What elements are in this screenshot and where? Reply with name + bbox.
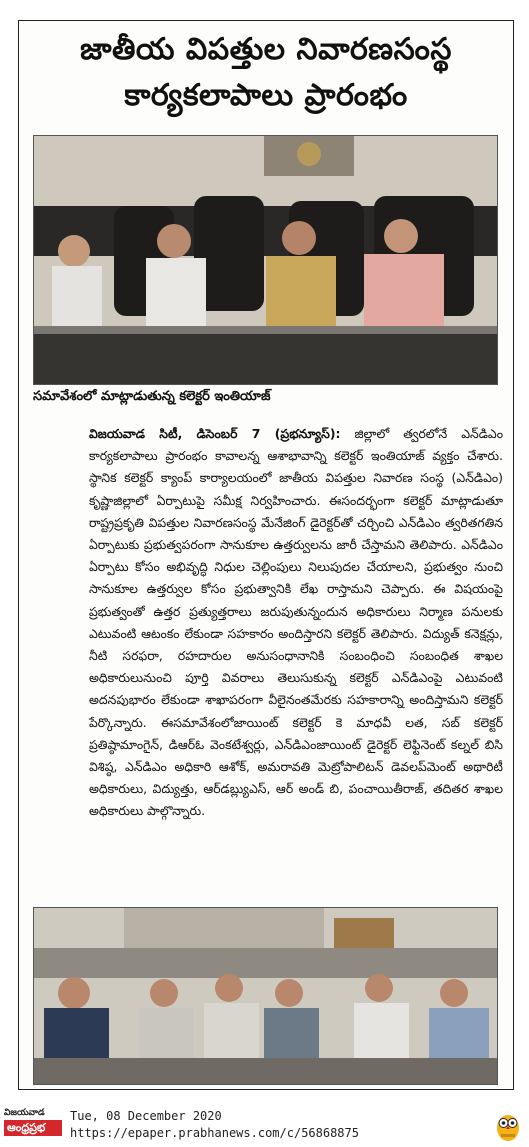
meeting-photo-top-illustration [34, 136, 498, 385]
footer [0, 1102, 529, 1147]
headline-line-2: కార్యకలాపాలు ప్రారంభం [124, 78, 408, 113]
photo-caption: సమావేశంలో మాట్లాడుతున్న కలెక్టర్ ఇంతియాజ్ [33, 389, 271, 404]
owl-icon [495, 1108, 521, 1142]
logo-masthead: ఆంధ్రప్రభ [4, 1120, 62, 1136]
headline-line-1: జాతీయ విపత్తుల నివారణసంస్థ [80, 32, 452, 67]
footer-text [70, 1108, 359, 1142]
meeting-photo-top [33, 135, 498, 385]
headline [19, 27, 513, 119]
dateline: విజయవాడ సిటీ, డిసెంబర్ 7 (ప్రభన్యూస్): [89, 426, 341, 441]
newspaper-logo[interactable] [4, 1108, 62, 1140]
news-clipping [18, 20, 514, 1090]
article-paragraph [25, 423, 503, 823]
meeting-photo-bottom-illustration [34, 908, 498, 1085]
source-url[interactable]: https://epaper.prabhanews.com/c/56868875 [70, 1126, 359, 1140]
article-body [25, 423, 503, 823]
meeting-photo-bottom [33, 907, 498, 1085]
logo-edition: విజయవాడ [4, 1108, 45, 1118]
publication-date: Tue, 08 December 2020 [70, 1109, 222, 1123]
article-text: జిల్లాలో త్వరలోనే ఎన్‌డిఎం కార్యకలాపాలు ప్రారంభం కావాలన్న ఆశాభావాన్ని కలెక్టర్ ఇంతియాజ్ వ్యక్తం చేశారు. స్థానిక కలెక్టర్ క్యాంప్ కార్యాలయంలో జాతీయ విపత్తుల నివారణ సంస్థ (ఎన్‌డిఎం) కృష్ణాజిల్లాలో ఏర్పాటుపై సమీక్ష నిర్వహించారు. ఈసందర్భంగా కలెక్టర్ మాట్లాడుతూ రాష్ట్రప్రకృతి విపత్తుల నివారణసంస్థ మేనేజింగ్ డైరెక్టర్‌తో చర్చించి ఎన్‌డిఎం త్వరితగతిన ఏర్పాటుకు ప్రభుత్వపరంగా సానుకూల ఉత్తర్వులను జారీ చేస్తామని తెలిపారు. ఎన్‌డిఎం ఏర్పాటు కోసం అభివృద్ధి నిధుల చెల్లింపులు నిలుపుదల చేయాలని, ప్రభుత్వం నుంచి సానుకూల ఉత్తర్వుల కోసం ప్రభుత్వానికి లేఖ రాస్తామని చెప్పారు. ఈ విషయంపై ప్రభుత్వంతో ఉత్తర ప్రత్యుత్తరాలు జరుపుతున్నందున అధికారులు నిర్మాణ పనులకు ఎటువంటి ఆటంకం లేకుండా సహకారం అందిస్తారని కలెక్టర్ తెలిపారు. విద్యుత్ కనెక్షన్లు, నీటి సరఫరా, రహదారుల అనుసంధానానికి సంబంధించి సంబంధిత శాఖల అధికారులునుంచి పూర్తి వివరాలు తెలుసుకున్న కలెక్టర్ ఎన్‌డిఎంపై ఎటువంటి అదనపుభారం లేకుండా శాఖాపరంగా వీలైనంతమేరకు సహకారాన్ని అందిస్తామని కలెక్టర్ పేర్కొన్నారు. ఈసమావేశంలోజాయింట్ కలెక్టర్ కె మాధవీ లత, సబ్ కలెక్టర్ ప్రతిష్ఠామాంగైన్, డిఆర్ఓ వెంకటేశ్వర్లు, ఎన్‌డిఎంజాయింట్ డైరెక్టర్ లెఫ్టినెంట్ కల్నల్ బిసి విశిష్ఠ, ఎన్‌డిఎం అధికారి ఆశోక్, అమరావతి మెట్రోపాలిటన్ డెవలప్‌మెంట్ అథారిటీ అధికారులు, విద్యుత్తు, ఆర్‌డబ్ల్యుఎస్, ఆర్ అండ్ బి, పంచాయితీరాజ్, తదితర శాఖల అధికారులు పాల్గొన్నారు. [89, 426, 503, 819]
